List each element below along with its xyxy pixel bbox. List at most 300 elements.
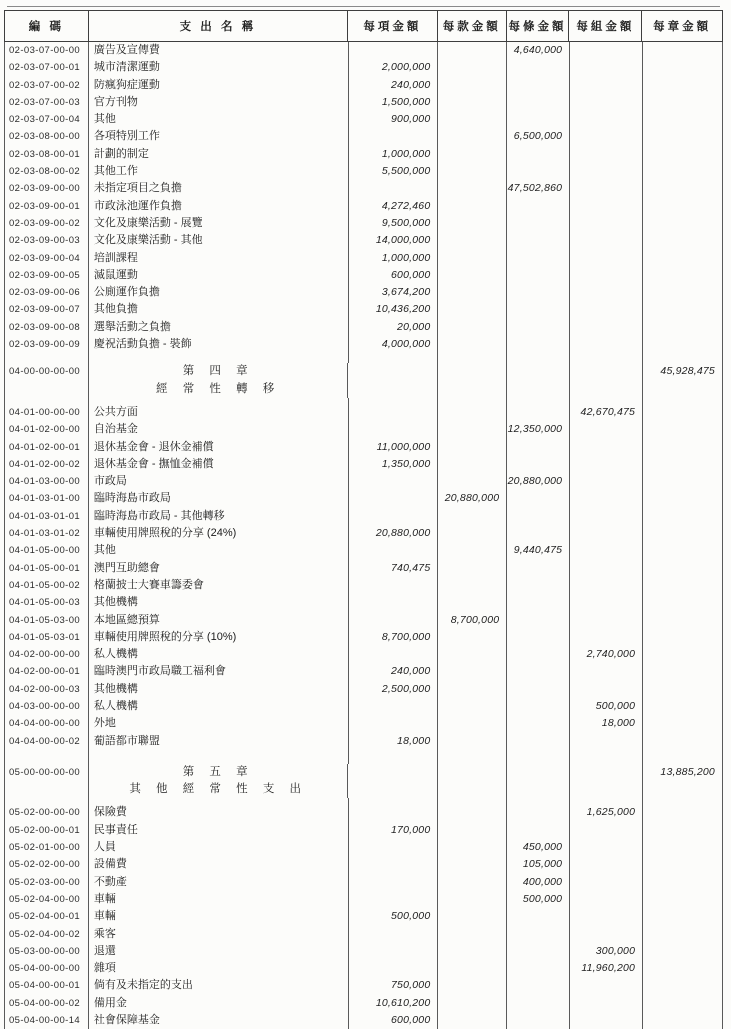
per-item-amount-cell: 240,000 (349, 77, 439, 94)
per-article-amount-cell: 105,000 (507, 856, 570, 873)
per-item-amount-cell (349, 960, 439, 977)
code-cell: 04-01-05-03-01 (5, 629, 89, 646)
per-item-amount-cell: 18,000 (349, 733, 439, 750)
expenditure-name-cell: 計劃的制定 (89, 146, 349, 163)
per-clause-amount-cell (438, 198, 507, 215)
column-header-per-article: 每條金額 (507, 11, 570, 41)
per-group-amount-cell: 1,625,000 (570, 804, 643, 821)
table-row (5, 822, 723, 839)
per-group-amount-cell (570, 319, 643, 336)
table-row (5, 926, 723, 943)
per-chapter-amount-cell: 45,928,475 (643, 363, 723, 380)
per-chapter-amount-cell (643, 232, 723, 249)
code-cell: 04-01-03-01-02 (5, 525, 89, 542)
per-chapter-amount-cell (643, 180, 723, 197)
code-cell: 02-03-07-00-01 (5, 59, 89, 76)
per-chapter-amount-cell (643, 560, 723, 577)
per-clause-amount-cell (438, 508, 507, 525)
per-article-amount-cell (507, 381, 570, 398)
table-row (5, 42, 723, 59)
table-row (5, 594, 723, 611)
expenditure-name-cell: 倘有及未指定的支出 (89, 977, 349, 994)
per-clause-amount-cell (438, 42, 507, 59)
code-cell: 05-02-04-00-00 (5, 891, 89, 908)
per-group-amount-cell (570, 856, 643, 873)
per-clause-amount-cell: 8,700,000 (438, 612, 507, 629)
code-cell: 05-02-04-00-02 (5, 926, 89, 943)
expenditure-name-cell: 葡語都市聯盟 (89, 733, 349, 750)
code-cell: 02-03-09-00-01 (5, 198, 89, 215)
code-cell: 04-02-00-00-01 (5, 663, 89, 680)
per-group-amount-cell (570, 577, 643, 594)
per-item-amount-cell (349, 421, 439, 438)
expenditure-name-cell (89, 750, 349, 764)
expenditure-name-cell: 未指定項目之負擔 (89, 180, 349, 197)
column-header-name: 支 出 名 稱 (89, 11, 348, 41)
per-chapter-amount-cell (643, 698, 723, 715)
per-group-amount-cell (570, 198, 643, 215)
expenditure-name-cell: 車輛 (89, 908, 349, 925)
column-header-per-clause: 每款金額 (438, 11, 507, 41)
per-item-amount-cell (349, 490, 439, 507)
per-item-amount-cell: 10,436,200 (349, 301, 439, 318)
per-clause-amount-cell (438, 839, 507, 856)
per-chapter-amount-cell (643, 404, 723, 421)
per-clause-amount-cell (438, 629, 507, 646)
expenditure-name-cell: 慶祝活動負擔 - 裝飾 (89, 336, 349, 353)
expenditure-name-cell: 其他 (89, 111, 349, 128)
code-cell: 05-00-00-00-00 (5, 764, 89, 781)
per-clause-amount-cell (438, 319, 507, 336)
per-chapter-amount-cell (643, 111, 723, 128)
expenditure-name-cell: 城市清潔運動 (89, 59, 349, 76)
per-item-amount-cell: 1,000,000 (349, 146, 439, 163)
per-clause-amount-cell (438, 59, 507, 76)
per-article-amount-cell (507, 750, 570, 764)
table-row (5, 612, 723, 629)
expenditure-name-cell: 本地區總預算 (89, 612, 349, 629)
expenditure-name-cell (89, 353, 349, 363)
expenditure-name-cell: 自治基金 (89, 421, 349, 438)
per-article-amount-cell (507, 353, 570, 363)
per-clause-amount-cell (438, 681, 507, 698)
expenditure-name-cell: 廣告及宣傳費 (89, 42, 349, 59)
code-cell: 04-01-02-00-02 (5, 456, 89, 473)
per-item-amount-cell: 1,500,000 (349, 94, 439, 111)
chapter-title-row (5, 781, 723, 798)
per-item-amount-cell (349, 646, 439, 663)
per-group-amount-cell (570, 381, 643, 398)
code-cell (5, 750, 89, 764)
per-clause-amount-cell (438, 891, 507, 908)
table-row (5, 542, 723, 559)
per-clause-amount-cell (438, 284, 507, 301)
code-cell: 04-01-03-01-01 (5, 508, 89, 525)
per-group-amount-cell (570, 353, 643, 363)
per-group-amount-cell: 300,000 (570, 943, 643, 960)
per-group-amount-cell (570, 336, 643, 353)
expenditure-name-cell: 人員 (89, 839, 349, 856)
chapter-title-row (5, 381, 723, 398)
per-group-amount-cell: 500,000 (570, 698, 643, 715)
table-row (5, 908, 723, 925)
table-row (5, 874, 723, 891)
per-group-amount-cell (570, 681, 643, 698)
expenditure-name-cell: 經 常 性 轉 移 (89, 381, 349, 398)
per-article-amount-cell (507, 111, 570, 128)
code-cell (5, 353, 89, 363)
table-row (5, 525, 723, 542)
per-item-amount-cell (349, 943, 439, 960)
per-group-amount-cell (570, 781, 643, 798)
table-row (5, 681, 723, 698)
table-row (5, 59, 723, 76)
per-group-amount-cell (570, 594, 643, 611)
expenditure-name-cell: 私人機構 (89, 646, 349, 663)
per-group-amount-cell (570, 250, 643, 267)
table-row (5, 180, 723, 197)
per-group-amount-cell (570, 733, 643, 750)
per-group-amount-cell (570, 363, 643, 380)
per-item-amount-cell (348, 781, 438, 798)
per-clause-amount-cell (438, 995, 507, 1012)
per-chapter-amount-cell (643, 995, 723, 1012)
per-item-amount-cell (349, 577, 439, 594)
per-clause-amount-cell (438, 473, 507, 490)
per-chapter-amount-cell (643, 490, 723, 507)
per-clause-amount-cell (438, 456, 507, 473)
code-cell: 02-03-09-00-06 (5, 284, 89, 301)
per-clause-amount-cell (438, 698, 507, 715)
code-cell: 02-03-07-00-03 (5, 94, 89, 111)
per-group-amount-cell (570, 839, 643, 856)
per-chapter-amount-cell (643, 977, 723, 994)
per-group-amount-cell (570, 508, 643, 525)
per-item-amount-cell: 14,000,000 (349, 232, 439, 249)
per-clause-amount-cell (438, 77, 507, 94)
per-article-amount-cell (507, 698, 570, 715)
per-chapter-amount-cell (643, 250, 723, 267)
per-item-amount-cell (348, 764, 438, 781)
per-group-amount-cell (570, 232, 643, 249)
expenditure-name-cell: 各項特別工作 (89, 128, 349, 145)
table-row (5, 232, 723, 249)
expenditure-name-cell: 退休基金會 - 撫恤金補償 (89, 456, 349, 473)
code-cell: 02-03-07-00-00 (5, 42, 89, 59)
per-article-amount-cell (507, 267, 570, 284)
per-chapter-amount-cell (643, 542, 723, 559)
per-group-amount-cell (570, 612, 643, 629)
per-chapter-amount-cell (643, 681, 723, 698)
per-item-amount-cell (349, 508, 439, 525)
code-cell: 02-03-09-00-05 (5, 267, 89, 284)
per-clause-amount-cell (438, 822, 507, 839)
per-article-amount-cell (507, 163, 570, 180)
expenditure-name-cell: 第 四 章 (89, 363, 349, 380)
table-row (5, 404, 723, 421)
table-row (5, 646, 723, 663)
per-chapter-amount-cell (643, 439, 723, 456)
expenditure-name-cell: 退還 (89, 943, 349, 960)
expenditure-name-cell: 其他機構 (89, 594, 349, 611)
per-item-amount-cell (349, 874, 439, 891)
per-item-amount-cell (349, 750, 439, 764)
code-cell: 02-03-09-00-02 (5, 215, 89, 232)
per-article-amount-cell (507, 594, 570, 611)
code-cell: 05-02-03-00-00 (5, 874, 89, 891)
per-group-amount-cell (570, 490, 643, 507)
expenditure-name-cell: 臨時海島市政局 (89, 490, 349, 507)
per-chapter-amount-cell (643, 146, 723, 163)
per-chapter-amount-cell (643, 456, 723, 473)
per-chapter-amount-cell (643, 612, 723, 629)
code-cell: 04-02-00-00-00 (5, 646, 89, 663)
per-article-amount-cell (507, 439, 570, 456)
per-article-amount-cell (507, 404, 570, 421)
per-chapter-amount-cell (643, 284, 723, 301)
table-row (5, 128, 723, 145)
per-clause-amount-cell (438, 856, 507, 873)
column-header-per-group: 每組金額 (569, 11, 642, 41)
table-row (5, 111, 723, 128)
per-article-amount-cell (507, 525, 570, 542)
expenditure-name-cell: 文化及康樂活動 - 其他 (89, 232, 349, 249)
per-article-amount-cell (507, 781, 570, 798)
table-row (5, 995, 723, 1012)
per-group-amount-cell: 11,960,200 (570, 960, 643, 977)
per-article-amount-cell (507, 77, 570, 94)
per-item-amount-cell: 740,475 (349, 560, 439, 577)
per-clause-amount-cell (438, 421, 507, 438)
per-item-amount-cell: 10,610,200 (349, 995, 439, 1012)
code-cell: 05-04-00-00-01 (5, 977, 89, 994)
per-group-amount-cell (570, 94, 643, 111)
expenditure-name-cell: 外地 (89, 715, 349, 732)
code-cell: 05-02-04-00-01 (5, 908, 89, 925)
expenditure-name-cell: 市政局 (89, 473, 349, 490)
code-cell: 02-03-09-00-03 (5, 232, 89, 249)
per-item-amount-cell: 600,000 (349, 1012, 439, 1029)
per-clause-amount-cell (438, 250, 507, 267)
code-cell: 04-04-00-00-00 (5, 715, 89, 732)
per-chapter-amount-cell (643, 577, 723, 594)
expenditure-name-cell: 臨時海島市政局 - 其他轉移 (89, 508, 349, 525)
per-item-amount-cell: 11,000,000 (349, 439, 439, 456)
table-header-row (4, 10, 723, 42)
per-item-amount-cell: 4,000,000 (349, 336, 439, 353)
code-cell: 02-03-09-00-04 (5, 250, 89, 267)
per-clause-amount-cell (438, 381, 507, 398)
per-clause-amount-cell (438, 663, 507, 680)
per-article-amount-cell (507, 715, 570, 732)
table-row (5, 94, 723, 111)
per-group-amount-cell (570, 284, 643, 301)
per-item-amount-cell (348, 381, 438, 398)
per-item-amount-cell: 240,000 (349, 663, 439, 680)
expenditure-name-cell: 防瘋狗症運動 (89, 77, 349, 94)
per-group-amount-cell (570, 908, 643, 925)
per-item-amount-cell (349, 891, 439, 908)
per-item-amount-cell: 9,500,000 (349, 215, 439, 232)
per-article-amount-cell (507, 733, 570, 750)
per-group-amount-cell (570, 421, 643, 438)
per-chapter-amount-cell (643, 301, 723, 318)
per-clause-amount-cell (438, 781, 507, 798)
per-chapter-amount-cell (643, 381, 723, 398)
table-row (5, 943, 723, 960)
per-item-amount-cell (349, 128, 439, 145)
per-clause-amount-cell (438, 577, 507, 594)
per-group-amount-cell (570, 663, 643, 680)
per-chapter-amount-cell: 13,885,200 (643, 764, 723, 781)
per-group-amount-cell (570, 111, 643, 128)
per-item-amount-cell: 5,500,000 (349, 163, 439, 180)
table-row (5, 77, 723, 94)
per-item-amount-cell (349, 698, 439, 715)
table-row (5, 508, 723, 525)
per-chapter-amount-cell (643, 781, 723, 798)
per-clause-amount-cell (438, 560, 507, 577)
code-cell: 05-02-01-00-00 (5, 839, 89, 856)
code-cell: 04-03-00-00-00 (5, 698, 89, 715)
per-item-amount-cell (349, 926, 439, 943)
table-row (5, 856, 723, 873)
table-row (5, 490, 723, 507)
per-group-amount-cell (570, 822, 643, 839)
per-chapter-amount-cell (643, 42, 723, 59)
expenditure-name-cell: 車輛 (89, 891, 349, 908)
per-article-amount-cell: 12,350,000 (507, 421, 570, 438)
table-row (5, 267, 723, 284)
table-row (5, 977, 723, 994)
per-clause-amount-cell (438, 363, 507, 380)
expenditure-name-cell: 官方刊物 (89, 94, 349, 111)
per-chapter-amount-cell (643, 94, 723, 111)
per-article-amount-cell (507, 198, 570, 215)
expenditure-name-cell: 保險費 (89, 804, 349, 821)
per-chapter-amount-cell (643, 198, 723, 215)
per-article-amount-cell (507, 764, 570, 781)
per-item-amount-cell (348, 363, 438, 380)
code-cell: 04-01-00-00-00 (5, 404, 89, 421)
per-item-amount-cell: 8,700,000 (349, 629, 439, 646)
code-cell: 04-01-05-00-02 (5, 577, 89, 594)
per-item-amount-cell: 600,000 (349, 267, 439, 284)
per-clause-amount-cell (438, 267, 507, 284)
per-group-amount-cell (570, 180, 643, 197)
per-clause-amount-cell (438, 94, 507, 111)
per-chapter-amount-cell (643, 267, 723, 284)
code-cell: 04-04-00-00-02 (5, 733, 89, 750)
per-clause-amount-cell (438, 804, 507, 821)
table-row (5, 146, 723, 163)
table-row (5, 336, 723, 353)
per-chapter-amount-cell (643, 336, 723, 353)
per-clause-amount-cell (438, 874, 507, 891)
per-group-amount-cell (570, 42, 643, 59)
per-item-amount-cell: 4,272,460 (349, 198, 439, 215)
per-chapter-amount-cell (643, 319, 723, 336)
per-clause-amount-cell (438, 146, 507, 163)
per-item-amount-cell: 1,350,000 (349, 456, 439, 473)
code-cell: 04-02-00-00-03 (5, 681, 89, 698)
per-chapter-amount-cell (643, 473, 723, 490)
per-article-amount-cell: 4,640,000 (507, 42, 570, 59)
column-header-code: 編 碼 (5, 11, 89, 41)
expenditure-name-cell: 私人機構 (89, 698, 349, 715)
per-item-amount-cell: 500,000 (349, 908, 439, 925)
per-clause-amount-cell (438, 715, 507, 732)
per-chapter-amount-cell (643, 822, 723, 839)
expenditure-name-cell: 其他工作 (89, 163, 349, 180)
per-article-amount-cell (507, 629, 570, 646)
per-item-amount-cell (349, 542, 439, 559)
code-cell: 05-04-00-00-00 (5, 960, 89, 977)
per-clause-amount-cell (438, 301, 507, 318)
per-clause-amount-cell (438, 163, 507, 180)
per-clause-amount-cell (438, 111, 507, 128)
table-row (5, 891, 723, 908)
per-chapter-amount-cell (643, 1012, 723, 1029)
per-chapter-amount-cell (643, 839, 723, 856)
per-article-amount-cell (507, 977, 570, 994)
per-article-amount-cell (507, 943, 570, 960)
table-row (5, 301, 723, 318)
per-clause-amount-cell (438, 439, 507, 456)
expenditure-name-cell: 不動產 (89, 874, 349, 891)
per-chapter-amount-cell (643, 629, 723, 646)
per-article-amount-cell (507, 577, 570, 594)
table-row (5, 839, 723, 856)
code-cell: 02-03-09-00-00 (5, 180, 89, 197)
per-chapter-amount-cell (643, 594, 723, 611)
per-article-amount-cell (507, 301, 570, 318)
table-row (5, 698, 723, 715)
code-cell: 02-03-09-00-08 (5, 319, 89, 336)
per-item-amount-cell: 2,000,000 (349, 59, 439, 76)
per-item-amount-cell (349, 839, 439, 856)
per-item-amount-cell (349, 42, 439, 59)
per-chapter-amount-cell (643, 215, 723, 232)
per-chapter-amount-cell (643, 77, 723, 94)
table-row (5, 319, 723, 336)
per-clause-amount-cell (438, 1012, 507, 1029)
expenditure-name-cell: 臨時澳門市政局職工福利會 (89, 663, 349, 680)
code-cell: 04-01-03-01-00 (5, 490, 89, 507)
per-article-amount-cell (507, 960, 570, 977)
per-article-amount-cell (507, 215, 570, 232)
per-chapter-amount-cell (643, 960, 723, 977)
per-group-amount-cell (570, 764, 643, 781)
per-article-amount-cell: 47,502,860 (507, 180, 570, 197)
per-group-amount-cell: 18,000 (570, 715, 643, 732)
per-article-amount-cell (507, 363, 570, 380)
per-group-amount-cell (570, 977, 643, 994)
code-cell: 05-02-00-00-01 (5, 822, 89, 839)
per-item-amount-cell (349, 180, 439, 197)
per-article-amount-cell: 500,000 (507, 891, 570, 908)
code-cell: 04-01-02-00-01 (5, 439, 89, 456)
per-group-amount-cell (570, 750, 643, 764)
expenditure-name-cell: 設備費 (89, 856, 349, 873)
code-cell: 05-04-00-00-14 (5, 1012, 89, 1029)
table-row (5, 421, 723, 438)
per-article-amount-cell (507, 822, 570, 839)
code-cell: 02-03-07-00-02 (5, 77, 89, 94)
per-article-amount-cell (507, 560, 570, 577)
code-cell: 04-01-03-00-00 (5, 473, 89, 490)
expenditure-name-cell: 選舉活動之負擔 (89, 319, 349, 336)
